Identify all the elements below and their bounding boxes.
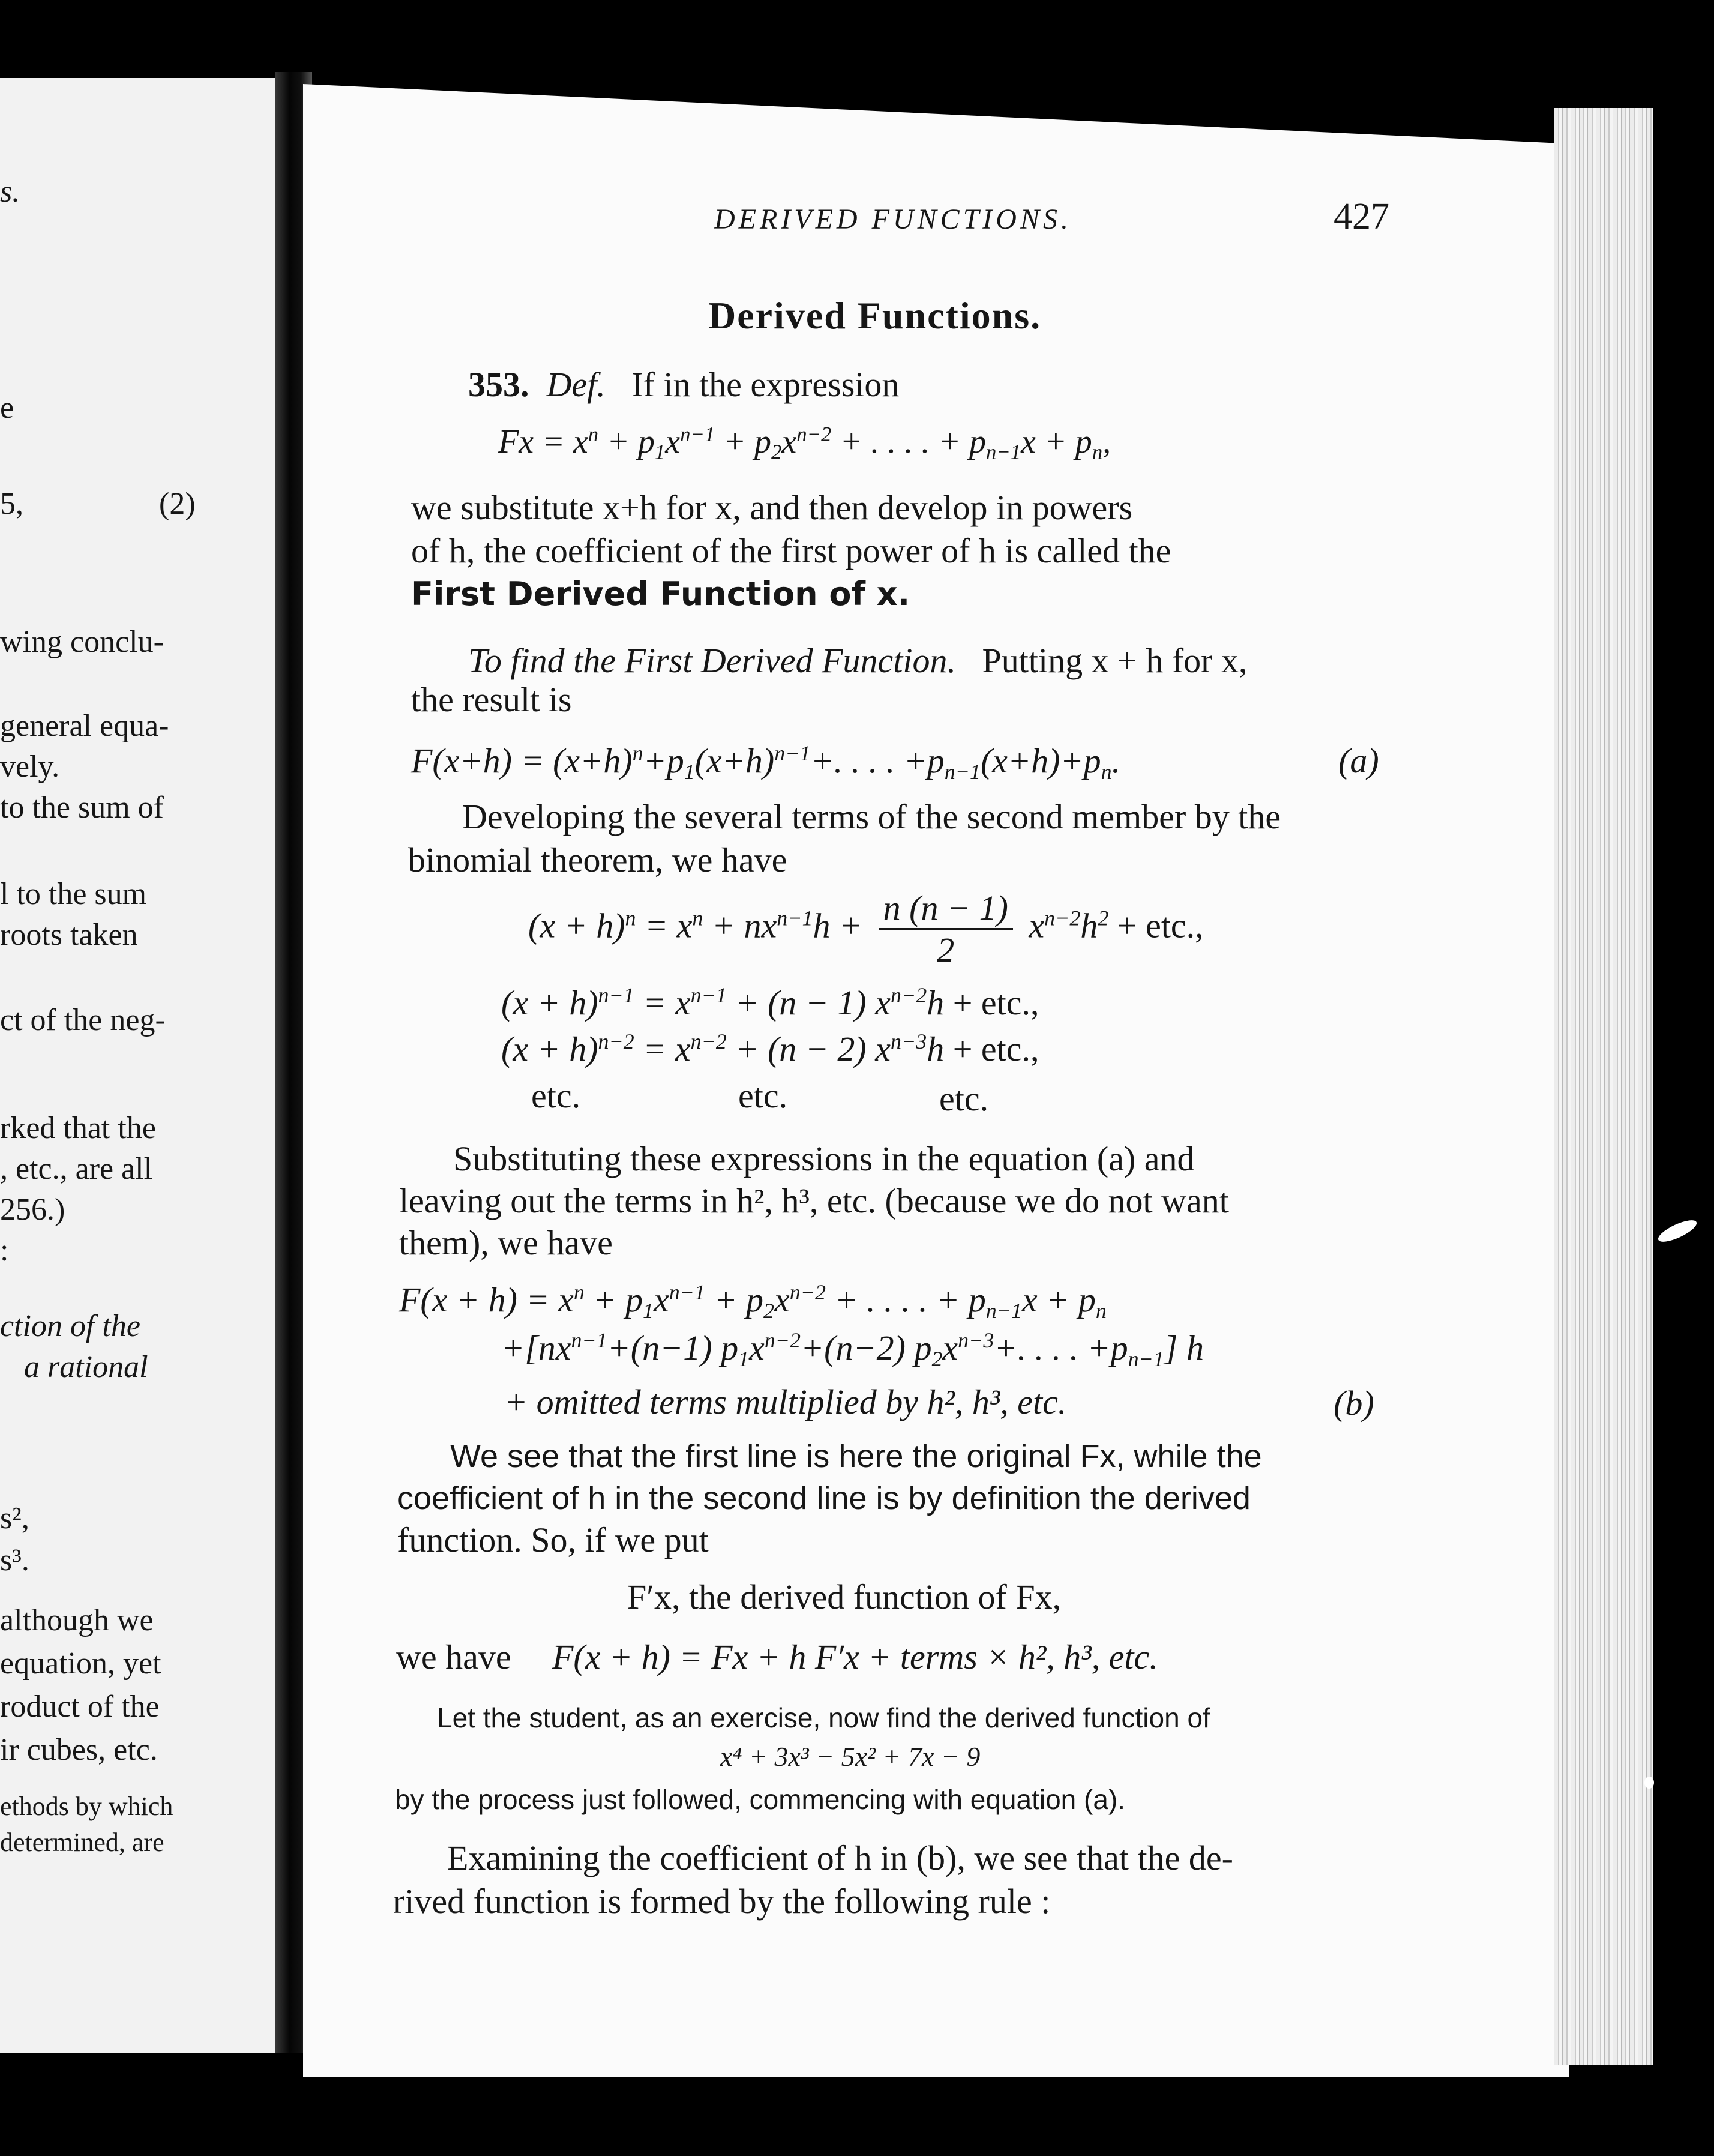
definition-line [468, 363, 899, 406]
left-fragment: a rational [24, 1350, 148, 1384]
left-fragment: general equa- [0, 709, 169, 743]
equation-tag: (a) [1338, 741, 1379, 780]
etc-label: etc. [939, 1079, 989, 1118]
binomial-expansion-1: $(x + h)^n = x^n + nx^{n-1}h$ + $\frac{n (n - 1)}{2}$ $x^{n-2}h^2$ + etc., [528, 888, 1204, 969]
equation-tag: (b) [1334, 1384, 1374, 1423]
left-fragment: determined, are [0, 1828, 164, 1857]
paragraph-line: Examining the coefficient of h in (b), we see that the de- [447, 1838, 1233, 1877]
scan-speck [1656, 1216, 1700, 1246]
binomial-expansion-3: $(x + h)^{n-2} = x^{n-2} + (n - 2)$ $x^{n-3}h$ + etc., [501, 1029, 1039, 1068]
left-fragment: ction of the [0, 1309, 140, 1343]
derived-function-equation: F(x + h) = Fx + h F′x + terms × h², h³, etc. [552, 1637, 1158, 1676]
etc-label: etc. [738, 1076, 788, 1115]
fraction-denominator: 2 [937, 930, 955, 969]
paragraph-line: coefficient of h in the second line is by definition the derived [397, 1480, 1251, 1516]
left-fragment: s³. [0, 1543, 29, 1577]
left-fragment: equation, yet [0, 1646, 161, 1681]
left-fragment: (2) [159, 487, 196, 521]
left-fragment: ct of the neg- [0, 1003, 166, 1037]
scan-speck [1644, 1777, 1654, 1789]
definition-number: 353. [468, 365, 529, 404]
equation-b-line-3: + omitted terms multiplied by h², h³, etc. [504, 1382, 1067, 1421]
etc-label: etc. [531, 1076, 581, 1115]
page-number: 427 [1334, 196, 1389, 237]
fraction-numerator: n (n − 1) [879, 888, 1013, 930]
left-fragment: , etc., are all [0, 1152, 153, 1186]
left-fragment: 256.) [0, 1193, 65, 1227]
paragraph-line: the result is [411, 680, 572, 719]
paragraph-line: We see that the first line is here the original Fx, while the [450, 1438, 1262, 1474]
etc-text: + etc., [1117, 906, 1204, 945]
left-fragment: e [0, 391, 14, 425]
left-fragment: 5, [0, 487, 23, 521]
exercise-line: by the process just followed, commencing with equation (a). [395, 1784, 1126, 1815]
paragraph-text: Putting x + h for x, [982, 641, 1248, 680]
left-fragment: vely. [0, 750, 60, 784]
paragraph-line: Substituting these expressions in the equation (a) and [453, 1139, 1195, 1178]
page-edges [1554, 108, 1653, 2065]
exercise-line: Let the student, as an exercise, now find the derived function of [437, 1702, 1210, 1733]
previous-page [0, 78, 282, 2053]
paragraph-line: Developing the several terms of the second member by the [462, 797, 1281, 836]
left-fragment: to the sum of [0, 790, 164, 825]
paragraph-line: binomial theorem, we have [408, 840, 787, 879]
left-fragment: ethods by which [0, 1792, 173, 1821]
left-fragment: wing conclu- [0, 625, 164, 659]
left-fragment: roduct of the [0, 1690, 160, 1724]
derived-function-definition: F′x, the derived function of Fx, [627, 1577, 1062, 1616]
equation-b-line-2: $+[nx^{n-1}+(n-1)$ $p_1x^{n-2}+(n-2)$ $p_2x^{n-3}+$. . . . $+p_{n-1}$] h [501, 1328, 1204, 1371]
running-head: DERIVED FUNCTIONS. [714, 203, 1072, 235]
paragraph-line [468, 639, 1247, 682]
paragraph-line: leaving out the terms in h², h³, etc. (because we do not want [399, 1181, 1229, 1220]
left-fragment: : [0, 1233, 9, 1268]
definition-label: Def. [546, 365, 606, 404]
left-fragment: rked that the [0, 1111, 156, 1145]
equation-b-line-1: $F(x + h) = x^n + p_1x^{n-1} + p_2x^{n-2}$ + . . . . + $p_{n-1}x + p_n$ [399, 1280, 1107, 1323]
paragraph-line: we substitute x+h for x, and then develop in powers [411, 488, 1133, 527]
paragraph-line: rived function is formed by the following rule : [393, 1882, 1051, 1921]
binomial-expansion-2: $(x + h)^{n-1} = x^{n-1} + (n - 1)$ $x^{n-2}h$ + etc., [501, 983, 1039, 1022]
left-fragment: roots taken [0, 918, 138, 952]
left-fragment: although we [0, 1603, 154, 1637]
left-fragment: ir cubes, etc. [0, 1733, 158, 1767]
fraction [879, 888, 1013, 970]
equation-lhs: Fx [498, 423, 534, 460]
left-fragment: s², [0, 1501, 29, 1535]
paragraph-line: function. So, if we put [397, 1520, 709, 1559]
equation-a: $F(x+h) = (x+h)^n+p_1(x+h)^{n-1}+$. . . . $+p_{n-1}(x+h)+p_n$. [411, 741, 1121, 784]
section-title: Derived Functions. [708, 294, 1042, 337]
equation-fx: $Fx = x^n + p_1x^{n-1} + p_2x^{n-2}$ + . . . . + $p_{n-1}x + p_n$, [498, 422, 1111, 464]
paragraph-line: of h, the coefficient of the first power of h is called the [411, 531, 1171, 570]
subheading: To find the First Derived Function. [468, 641, 957, 680]
exercise-polynomial: x⁴ + 3x³ − 5x² + 7x − 9 [720, 1741, 981, 1772]
left-fragment: s. [0, 175, 20, 209]
definition-intro: If in the expression [631, 365, 900, 404]
paragraph-text: we have [396, 1637, 511, 1676]
defined-term: First Derived Function of x. [411, 575, 910, 613]
left-fragment: l to the sum [0, 877, 147, 911]
paragraph-line: them), we have [399, 1223, 613, 1262]
